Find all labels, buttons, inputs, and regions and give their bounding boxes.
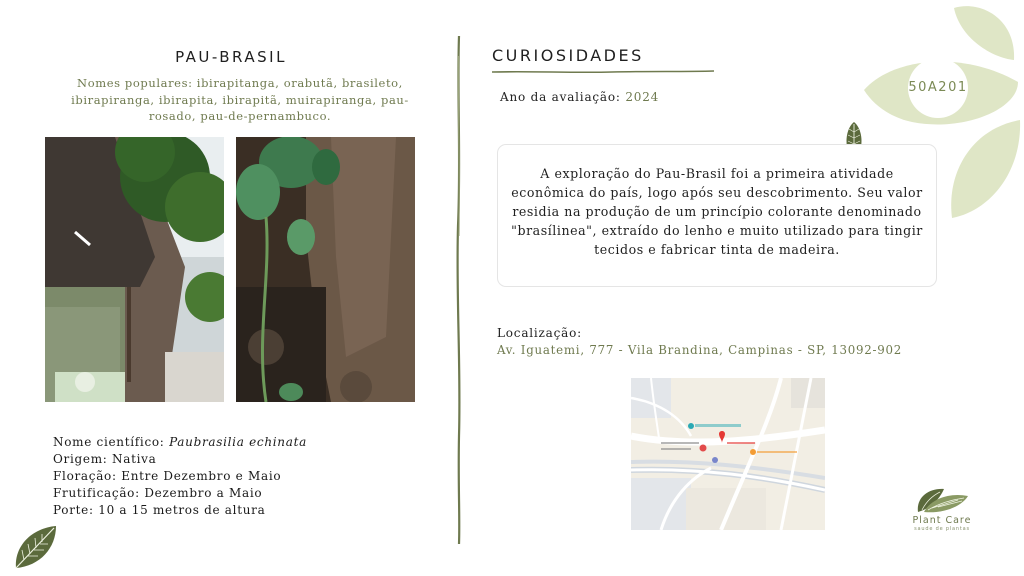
plant-title: PAU-BRASIL (175, 48, 287, 66)
flowering-line: Floração: Entre Dezembro e Maio (53, 469, 282, 483)
curiosities-title: CURIOSIDADES (492, 46, 644, 65)
fruiting-line: Frutificação: Dezembro a Maio (53, 486, 263, 500)
column-divider (452, 36, 466, 544)
logo-name: Plant Care (912, 515, 972, 526)
plant-code: 50A201 (908, 80, 968, 95)
plant-facts (53, 434, 307, 519)
year-value: 2024 (625, 90, 660, 104)
evaluation-year (500, 90, 659, 104)
location-map[interactable] (631, 378, 825, 530)
scientific-name-label: Nome científico: (53, 435, 170, 449)
title-underline (492, 68, 714, 76)
leaf-decoration-icon (10, 522, 60, 572)
location-label: Localização: (497, 326, 582, 340)
plant-care-logo-icon (914, 486, 970, 514)
location-address[interactable]: Av. Iguatemi, 777 - Vila Brandina, Campinas - SP, 13092-902 (497, 343, 903, 357)
logo-tagline: saude de plantas (914, 526, 970, 532)
photo-trunk-leaves (236, 137, 415, 402)
year-label: Ano da avaliação: (500, 90, 626, 104)
plant-care-logo (902, 486, 982, 542)
size-line: Porte: 10 a 15 metros de altura (53, 503, 266, 517)
photo-building-tree (45, 137, 224, 402)
scientific-name-line (53, 434, 307, 451)
origin-line: Origem: Nativa (53, 452, 157, 466)
popular-names: Nomes populares: ibirapitanga, orabutã, brasileto, ibirapiranga, ibirapita, ibirapitã, muirapiranga, pau-rosado, pau-de-pernambuco. (71, 76, 409, 123)
scientific-name-value: Paubrasilia echinata (169, 435, 307, 449)
curiosity-text: A exploração do Pau-Brasil foi a primeira atividade econômica do país, logo após seu descobrimento. Seu valor residia na produção de um princípio colorante denominado "brasílinea", extraído do lenho e muito utilizado para tingir tecidos e fabricar tinta de madeira. (511, 166, 923, 257)
